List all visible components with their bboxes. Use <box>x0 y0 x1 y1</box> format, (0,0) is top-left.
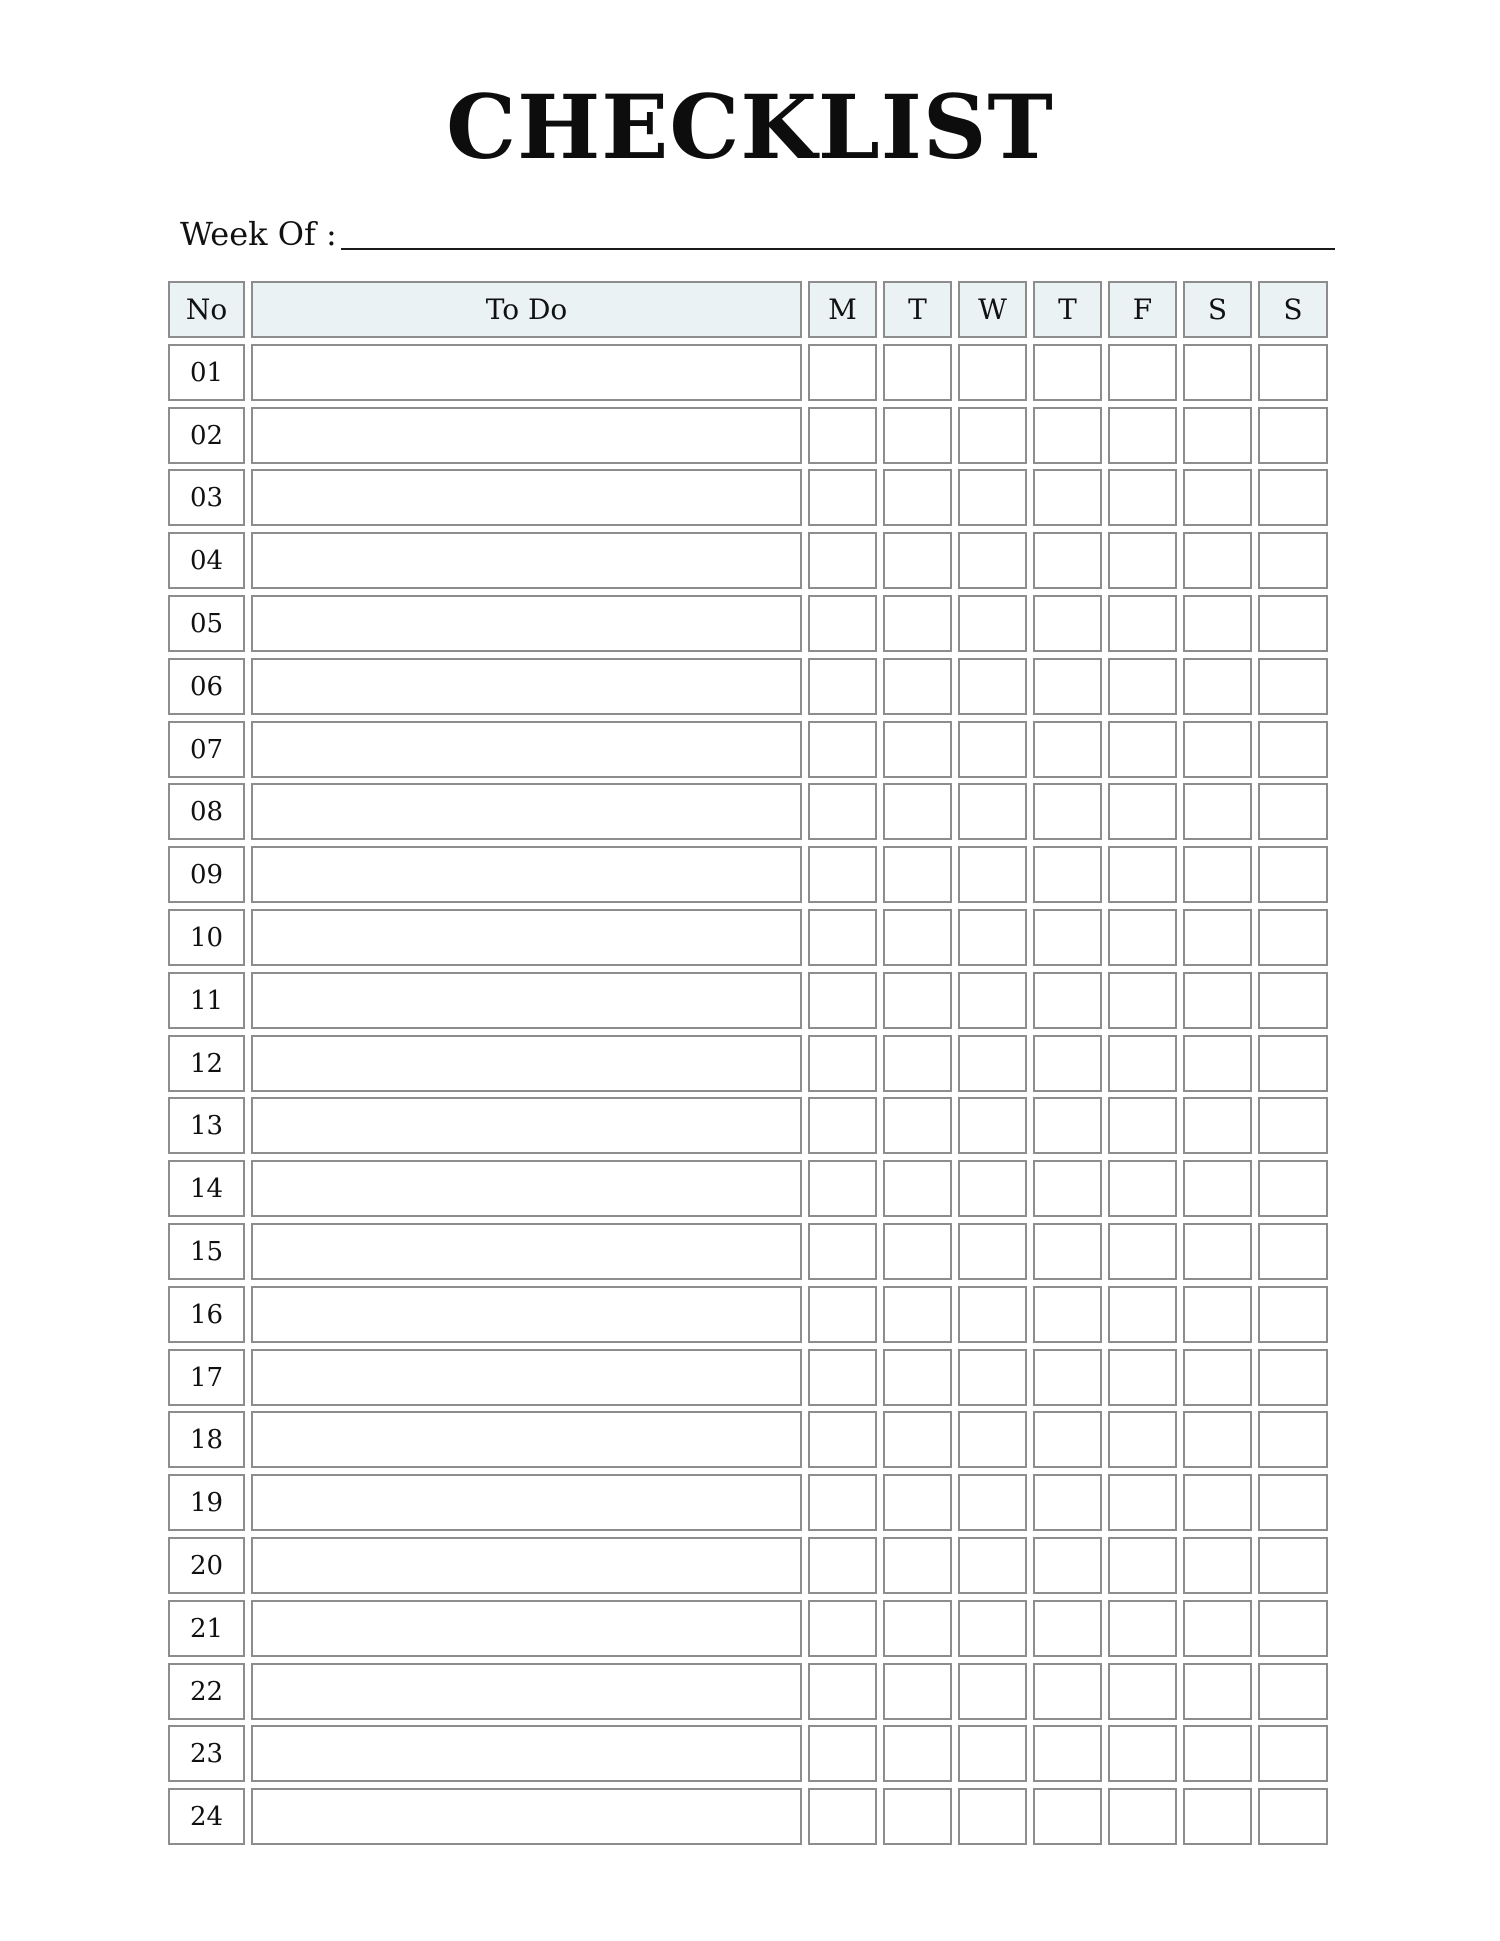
header-day-monday: M <box>808 281 877 338</box>
page-title: CHECKLIST <box>446 75 1054 179</box>
checkbox-friday[interactable] <box>1108 1223 1177 1280</box>
header-day-saturday: S <box>1183 281 1252 338</box>
checkbox-sunday[interactable] <box>1258 1725 1328 1782</box>
header-day-sunday: S <box>1258 281 1328 338</box>
checkbox-saturday[interactable] <box>1183 1788 1252 1845</box>
todo-field[interactable] <box>251 1035 802 1092</box>
checkbox-thursday[interactable] <box>1033 909 1102 966</box>
checkbox-friday[interactable] <box>1108 909 1177 966</box>
checkbox-monday[interactable] <box>808 1035 877 1092</box>
checkbox-tuesday[interactable] <box>883 469 952 526</box>
checkbox-tuesday[interactable] <box>883 344 952 401</box>
checkbox-monday[interactable] <box>808 846 877 903</box>
checkbox-sunday[interactable] <box>1258 595 1328 652</box>
checkbox-wednesday[interactable] <box>958 407 1027 464</box>
row-number: 04 <box>168 532 245 589</box>
checkbox-monday[interactable] <box>808 532 877 589</box>
checkbox-wednesday[interactable] <box>958 532 1027 589</box>
header-day-thursday: T <box>1033 281 1102 338</box>
todo-field[interactable] <box>251 1411 802 1468</box>
checkbox-monday[interactable] <box>808 1788 877 1845</box>
todo-field[interactable] <box>251 344 802 401</box>
checkbox-thursday[interactable] <box>1033 469 1102 526</box>
checkbox-monday[interactable] <box>808 1097 877 1154</box>
checkbox-friday[interactable] <box>1108 532 1177 589</box>
checkbox-sunday[interactable] <box>1258 1349 1328 1406</box>
checkbox-wednesday[interactable] <box>958 783 1027 840</box>
header-no: No <box>168 281 245 338</box>
row-number: 07 <box>168 721 245 778</box>
checkbox-thursday[interactable] <box>1033 721 1102 778</box>
checkbox-saturday[interactable] <box>1183 783 1252 840</box>
checkbox-wednesday[interactable] <box>958 909 1027 966</box>
header-day-friday: F <box>1108 281 1177 338</box>
checkbox-friday[interactable] <box>1108 1160 1177 1217</box>
checkbox-friday[interactable] <box>1108 469 1177 526</box>
checkbox-monday[interactable] <box>808 1663 877 1720</box>
checkbox-tuesday[interactable] <box>883 909 952 966</box>
checkbox-thursday[interactable] <box>1033 595 1102 652</box>
checkbox-tuesday[interactable] <box>883 1537 952 1594</box>
checkbox-thursday[interactable] <box>1033 1663 1102 1720</box>
row-number: 09 <box>168 846 245 903</box>
checkbox-wednesday[interactable] <box>958 1411 1027 1468</box>
checkbox-saturday[interactable] <box>1183 532 1252 589</box>
todo-field[interactable] <box>251 1349 802 1406</box>
checkbox-wednesday[interactable] <box>958 1474 1027 1531</box>
checkbox-tuesday[interactable] <box>883 1286 952 1343</box>
week-of-field[interactable] <box>341 248 1335 250</box>
row-number: 13 <box>168 1097 245 1154</box>
checkbox-tuesday[interactable] <box>883 1223 952 1280</box>
checkbox-wednesday[interactable] <box>958 1788 1027 1845</box>
checkbox-monday[interactable] <box>808 1725 877 1782</box>
checkbox-wednesday[interactable] <box>958 972 1027 1029</box>
checkbox-thursday[interactable] <box>1033 1725 1102 1782</box>
checkbox-saturday[interactable] <box>1183 595 1252 652</box>
checkbox-thursday[interactable] <box>1033 1349 1102 1406</box>
checkbox-monday[interactable] <box>808 783 877 840</box>
checkbox-saturday[interactable] <box>1183 1035 1252 1092</box>
checkbox-wednesday[interactable] <box>958 1600 1027 1657</box>
checkbox-monday[interactable] <box>808 909 877 966</box>
row-number: 16 <box>168 1286 245 1343</box>
header-day-wednesday: W <box>958 281 1027 338</box>
checkbox-thursday[interactable] <box>1033 658 1102 715</box>
checkbox-saturday[interactable] <box>1183 658 1252 715</box>
checkbox-friday[interactable] <box>1108 721 1177 778</box>
checkbox-monday[interactable] <box>808 344 877 401</box>
checkbox-wednesday[interactable] <box>958 1663 1027 1720</box>
checkbox-friday[interactable] <box>1108 1537 1177 1594</box>
checkbox-tuesday[interactable] <box>883 595 952 652</box>
checkbox-thursday[interactable] <box>1033 1223 1102 1280</box>
checkbox-tuesday[interactable] <box>883 846 952 903</box>
week-of-row <box>180 210 1335 258</box>
checkbox-sunday[interactable] <box>1258 1537 1328 1594</box>
checkbox-sunday[interactable] <box>1258 909 1328 966</box>
checkbox-monday[interactable] <box>808 972 877 1029</box>
checkbox-saturday[interactable] <box>1183 1600 1252 1657</box>
row-number: 05 <box>168 595 245 652</box>
checkbox-friday[interactable] <box>1108 1725 1177 1782</box>
checkbox-tuesday[interactable] <box>883 407 952 464</box>
checkbox-wednesday[interactable] <box>958 846 1027 903</box>
checkbox-wednesday[interactable] <box>958 1725 1027 1782</box>
todo-field[interactable] <box>251 595 802 652</box>
checkbox-wednesday[interactable] <box>958 595 1027 652</box>
checkbox-saturday[interactable] <box>1183 846 1252 903</box>
checkbox-friday[interactable] <box>1108 846 1177 903</box>
checkbox-thursday[interactable] <box>1033 1600 1102 1657</box>
checkbox-sunday[interactable] <box>1258 1474 1328 1531</box>
checkbox-saturday[interactable] <box>1183 1663 1252 1720</box>
todo-field[interactable] <box>251 407 802 464</box>
checkbox-friday[interactable] <box>1108 1474 1177 1531</box>
checkbox-thursday[interactable] <box>1033 1286 1102 1343</box>
todo-field[interactable] <box>251 532 802 589</box>
checkbox-saturday[interactable] <box>1183 1097 1252 1154</box>
checkbox-friday[interactable] <box>1108 1349 1177 1406</box>
checkbox-tuesday[interactable] <box>883 1474 952 1531</box>
checkbox-thursday[interactable] <box>1033 1160 1102 1217</box>
checkbox-thursday[interactable] <box>1033 1474 1102 1531</box>
row-number: 11 <box>168 972 245 1029</box>
checkbox-tuesday[interactable] <box>883 1600 952 1657</box>
checkbox-tuesday[interactable] <box>883 1788 952 1845</box>
row-number: 18 <box>168 1411 245 1468</box>
row-number: 19 <box>168 1474 245 1531</box>
todo-field[interactable] <box>251 1537 802 1594</box>
checkbox-monday[interactable] <box>808 1223 877 1280</box>
todo-field[interactable] <box>251 1223 802 1280</box>
checkbox-saturday[interactable] <box>1183 1537 1252 1594</box>
checkbox-saturday[interactable] <box>1183 1223 1252 1280</box>
checkbox-friday[interactable] <box>1108 1600 1177 1657</box>
checkbox-saturday[interactable] <box>1183 721 1252 778</box>
todo-field[interactable] <box>251 469 802 526</box>
todo-field[interactable] <box>251 783 802 840</box>
checkbox-thursday[interactable] <box>1033 846 1102 903</box>
row-number: 10 <box>168 909 245 966</box>
header-day-tuesday: T <box>883 281 952 338</box>
checkbox-thursday[interactable] <box>1033 1097 1102 1154</box>
week-of-label: Week Of : <box>180 215 337 253</box>
checkbox-monday[interactable] <box>808 1474 877 1531</box>
checkbox-wednesday[interactable] <box>958 469 1027 526</box>
checkbox-tuesday[interactable] <box>883 721 952 778</box>
checkbox-sunday[interactable] <box>1258 1223 1328 1280</box>
checkbox-tuesday[interactable] <box>883 658 952 715</box>
row-number: 20 <box>168 1537 245 1594</box>
checkbox-sunday[interactable] <box>1258 469 1328 526</box>
checkbox-monday[interactable] <box>808 1349 877 1406</box>
checkbox-friday[interactable] <box>1108 407 1177 464</box>
todo-field[interactable] <box>251 721 802 778</box>
checkbox-thursday[interactable] <box>1033 532 1102 589</box>
checkbox-monday[interactable] <box>808 1600 877 1657</box>
todo-field[interactable] <box>251 1097 802 1154</box>
checkbox-monday[interactable] <box>808 1160 877 1217</box>
checkbox-thursday[interactable] <box>1033 407 1102 464</box>
row-number: 14 <box>168 1160 245 1217</box>
checkbox-friday[interactable] <box>1108 783 1177 840</box>
row-number: 02 <box>168 407 245 464</box>
checkbox-friday[interactable] <box>1108 1035 1177 1092</box>
checkbox-sunday[interactable] <box>1258 1160 1328 1217</box>
todo-field[interactable] <box>251 1663 802 1720</box>
checkbox-thursday[interactable] <box>1033 972 1102 1029</box>
checkbox-wednesday[interactable] <box>958 1160 1027 1217</box>
checkbox-sunday[interactable] <box>1258 1035 1328 1092</box>
checkbox-thursday[interactable] <box>1033 1788 1102 1845</box>
checkbox-thursday[interactable] <box>1033 344 1102 401</box>
checkbox-thursday[interactable] <box>1033 783 1102 840</box>
checkbox-friday[interactable] <box>1108 1286 1177 1343</box>
row-number: 23 <box>168 1725 245 1782</box>
todo-field[interactable] <box>251 1788 802 1845</box>
row-number: 03 <box>168 469 245 526</box>
checkbox-saturday[interactable] <box>1183 1474 1252 1531</box>
checkbox-sunday[interactable] <box>1258 1600 1328 1657</box>
checkbox-tuesday[interactable] <box>883 1035 952 1092</box>
checkbox-monday[interactable] <box>808 1537 877 1594</box>
row-number: 08 <box>168 783 245 840</box>
checkbox-monday[interactable] <box>808 721 877 778</box>
checkbox-wednesday[interactable] <box>958 1349 1027 1406</box>
checkbox-tuesday[interactable] <box>883 1097 952 1154</box>
checkbox-monday[interactable] <box>808 407 877 464</box>
row-number: 17 <box>168 1349 245 1406</box>
checkbox-friday[interactable] <box>1108 658 1177 715</box>
checkbox-saturday[interactable] <box>1183 1286 1252 1343</box>
checkbox-friday[interactable] <box>1108 1097 1177 1154</box>
checkbox-thursday[interactable] <box>1033 1537 1102 1594</box>
todo-field[interactable] <box>251 1600 802 1657</box>
checkbox-monday[interactable] <box>808 1286 877 1343</box>
checkbox-sunday[interactable] <box>1258 721 1328 778</box>
checkbox-sunday[interactable] <box>1258 1097 1328 1154</box>
checkbox-tuesday[interactable] <box>883 1663 952 1720</box>
todo-field[interactable] <box>251 846 802 903</box>
checkbox-monday[interactable] <box>808 658 877 715</box>
checkbox-saturday[interactable] <box>1183 407 1252 464</box>
row-number: 24 <box>168 1788 245 1845</box>
todo-field[interactable] <box>251 1725 802 1782</box>
checkbox-monday[interactable] <box>808 1411 877 1468</box>
checkbox-wednesday[interactable] <box>958 1035 1027 1092</box>
checkbox-wednesday[interactable] <box>958 1097 1027 1154</box>
checkbox-sunday[interactable] <box>1258 1411 1328 1468</box>
todo-field[interactable] <box>251 1474 802 1531</box>
checkbox-tuesday[interactable] <box>883 972 952 1029</box>
checkbox-tuesday[interactable] <box>883 1160 952 1217</box>
row-number: 21 <box>168 1600 245 1657</box>
checkbox-sunday[interactable] <box>1258 972 1328 1029</box>
checkbox-sunday[interactable] <box>1258 407 1328 464</box>
checkbox-sunday[interactable] <box>1258 658 1328 715</box>
row-number: 06 <box>168 658 245 715</box>
checkbox-saturday[interactable] <box>1183 1349 1252 1406</box>
checkbox-friday[interactable] <box>1108 1788 1177 1845</box>
checkbox-friday[interactable] <box>1108 1411 1177 1468</box>
checkbox-sunday[interactable] <box>1258 783 1328 840</box>
row-number: 12 <box>168 1035 245 1092</box>
checkbox-tuesday[interactable] <box>883 1411 952 1468</box>
checkbox-friday[interactable] <box>1108 595 1177 652</box>
checkbox-saturday[interactable] <box>1183 1160 1252 1217</box>
checkbox-wednesday[interactable] <box>958 1223 1027 1280</box>
checkbox-thursday[interactable] <box>1033 1411 1102 1468</box>
checkbox-tuesday[interactable] <box>883 1349 952 1406</box>
checkbox-saturday[interactable] <box>1183 1411 1252 1468</box>
checkbox-tuesday[interactable] <box>883 783 952 840</box>
checkbox-sunday[interactable] <box>1258 1663 1328 1720</box>
checkbox-friday[interactable] <box>1108 344 1177 401</box>
checkbox-thursday[interactable] <box>1033 1035 1102 1092</box>
todo-field[interactable] <box>251 972 802 1029</box>
checkbox-tuesday[interactable] <box>883 532 952 589</box>
checkbox-saturday[interactable] <box>1183 1725 1252 1782</box>
row-number: 22 <box>168 1663 245 1720</box>
checkbox-saturday[interactable] <box>1183 909 1252 966</box>
row-number: 15 <box>168 1223 245 1280</box>
checkbox-saturday[interactable] <box>1183 972 1252 1029</box>
checkbox-sunday[interactable] <box>1258 532 1328 589</box>
checkbox-wednesday[interactable] <box>958 1286 1027 1343</box>
checkbox-saturday[interactable] <box>1183 469 1252 526</box>
checkbox-sunday[interactable] <box>1258 344 1328 401</box>
todo-field[interactable] <box>251 909 802 966</box>
checkbox-monday[interactable] <box>808 595 877 652</box>
checkbox-sunday[interactable] <box>1258 846 1328 903</box>
checkbox-sunday[interactable] <box>1258 1286 1328 1343</box>
checkbox-saturday[interactable] <box>1183 344 1252 401</box>
header-todo: To Do <box>251 281 802 338</box>
todo-field[interactable] <box>251 1160 802 1217</box>
checkbox-wednesday[interactable] <box>958 658 1027 715</box>
checkbox-monday[interactable] <box>808 469 877 526</box>
checkbox-wednesday[interactable] <box>958 344 1027 401</box>
checkbox-wednesday[interactable] <box>958 1537 1027 1594</box>
row-number: 01 <box>168 344 245 401</box>
checkbox-tuesday[interactable] <box>883 1725 952 1782</box>
checkbox-friday[interactable] <box>1108 972 1177 1029</box>
todo-field[interactable] <box>251 658 802 715</box>
checkbox-friday[interactable] <box>1108 1663 1177 1720</box>
todo-field[interactable] <box>251 1286 802 1343</box>
checkbox-wednesday[interactable] <box>958 721 1027 778</box>
checkbox-sunday[interactable] <box>1258 1788 1328 1845</box>
